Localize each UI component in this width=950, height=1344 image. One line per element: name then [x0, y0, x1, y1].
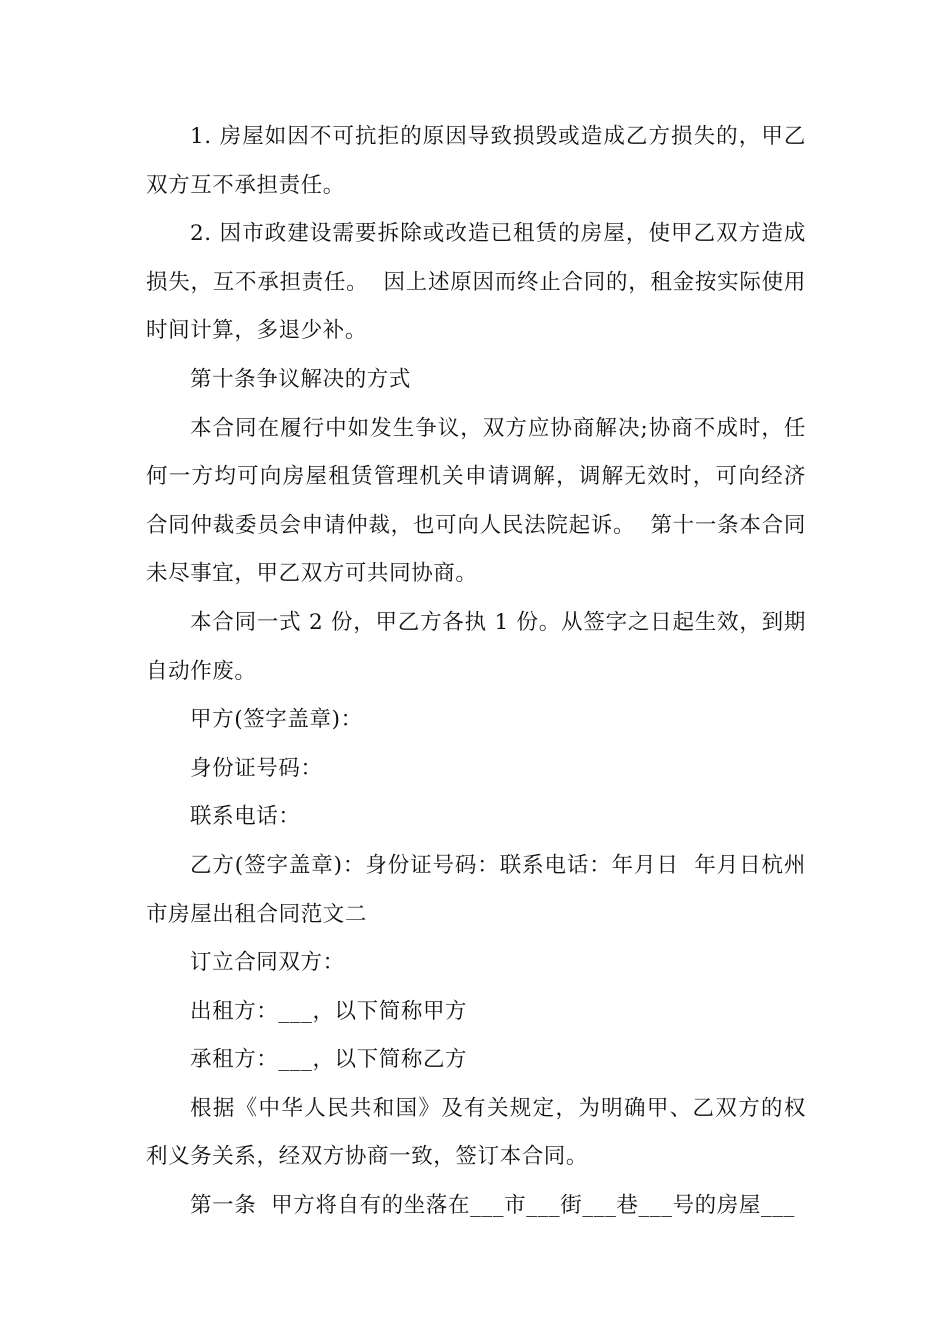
lessee-line: 承租方：___，以下简称乙方	[190, 1047, 468, 1073]
paragraph-copies: 本合同一式 2 份，甲乙方各执 1 份。从签字之日起生效，到期自动作废。	[146, 609, 806, 684]
article-10-heading: 第十条争议解决的方式	[190, 366, 412, 392]
party-a-id-number: 身份证号码：	[190, 755, 323, 781]
lessor-line: 出租方：___，以下简称甲方	[190, 998, 468, 1024]
party-b-signature-line: 乙方(签字盖章)：身份证号码：联系电话：年月日 年月日杭州市房屋出租合同范文二	[146, 852, 806, 927]
article-1-line: 第一条 甲方将自有的坐落在___市___街___巷___号的房屋___	[190, 1193, 796, 1219]
paragraph-dispute-resolution: 本合同在履行中如发生争议，双方应协商解决;协商不成时，任何一方均可向房屋租赁管理机关申请调解，调解无效时，可向经济合同仲裁委员会申请仲裁，也可向人民法院起诉。 第十一条本合同未尽事宜，甲乙双方可共同协商。	[146, 415, 806, 587]
contract-parties-heading: 订立合同双方：	[190, 950, 345, 976]
document-body	[146, 113, 806, 1231]
party-a-phone: 联系电话：	[190, 804, 301, 830]
party-a-signature: 甲方(签字盖章)：	[190, 707, 363, 733]
paragraph-legal-basis: 根据《中华人民共和国》及有关规定，为明确甲、乙双方的权利义务关系，经双方协商一致，签订本合同。	[146, 1095, 806, 1170]
paragraph-force-majeure: 1. 房屋如因不可抗拒的原因导致损毁或造成乙方损失的，甲乙双方互不承担责任。	[146, 124, 806, 198]
paragraph-municipal-demolition: 2. 因市政建设需要拆除或改造已租赁的房屋，使甲乙双方造成损失，互不承担责任。 因上述原因而终止合同的，租金按实际使用时间计算，多退少补。	[146, 221, 806, 344]
